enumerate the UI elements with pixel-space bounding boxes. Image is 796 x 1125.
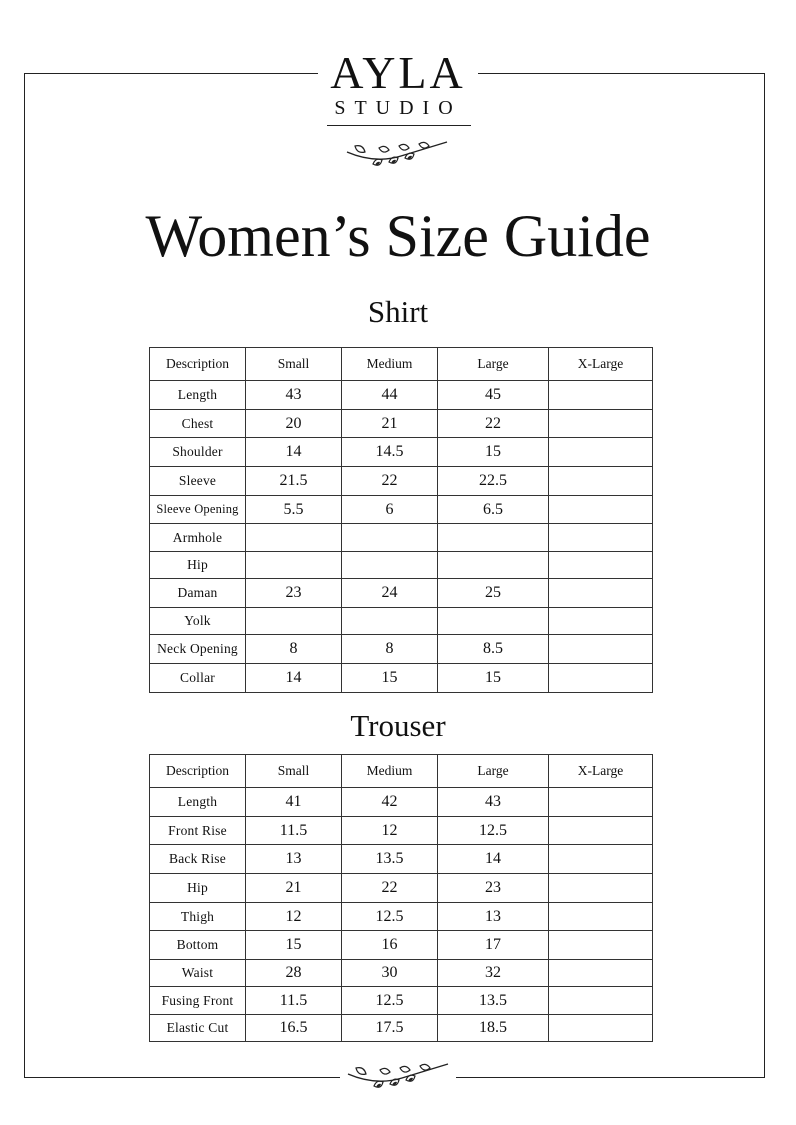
size-value: 43: [246, 381, 342, 410]
row-label: Sleeve Opening: [150, 496, 246, 524]
row-label: Chest: [150, 410, 246, 438]
table-row: [150, 903, 653, 931]
size-value: 42: [342, 788, 438, 817]
size-value: 15: [438, 664, 549, 693]
size-value: [549, 524, 653, 552]
size-value: [549, 903, 653, 931]
row-label: Length: [150, 788, 246, 817]
size-value: 21.5: [246, 467, 342, 496]
table-row: [150, 496, 653, 524]
column-header: Medium: [342, 755, 438, 788]
size-value: 13.5: [438, 987, 549, 1015]
trouser-size-table: [149, 754, 653, 1042]
size-value: 41: [246, 788, 342, 817]
table-row: [150, 874, 653, 903]
size-value: 45: [438, 381, 549, 410]
size-value: 25: [438, 579, 549, 608]
size-value: [438, 524, 549, 552]
table-row: [150, 845, 653, 874]
size-value: [342, 608, 438, 635]
column-header: X-Large: [549, 755, 653, 788]
size-value: 12: [342, 817, 438, 845]
table-row: [150, 960, 653, 987]
size-value: [549, 664, 653, 693]
column-header: Medium: [342, 348, 438, 381]
size-value: 8: [342, 635, 438, 664]
size-value: 5.5: [246, 496, 342, 524]
shirt-size-table: [149, 347, 653, 693]
size-value: 16.5: [246, 1015, 342, 1042]
size-value: [549, 987, 653, 1015]
size-value: 28: [246, 960, 342, 987]
size-value: 15: [342, 664, 438, 693]
row-label: Daman: [150, 579, 246, 608]
size-value: 20: [246, 410, 342, 438]
size-value: 12.5: [342, 903, 438, 931]
row-label: Hip: [150, 552, 246, 579]
size-value: 12.5: [438, 817, 549, 845]
leaf-vine-icon: [346, 1060, 450, 1096]
row-label: Bottom: [150, 931, 246, 960]
column-header: Large: [438, 755, 549, 788]
size-value: 21: [342, 410, 438, 438]
row-label: Back Rise: [150, 845, 246, 874]
size-value: [549, 608, 653, 635]
size-value: 13.5: [342, 845, 438, 874]
page-title: Women’s Size Guide: [145, 203, 651, 269]
column-header: X-Large: [549, 348, 653, 381]
size-value: [438, 608, 549, 635]
size-value: [438, 552, 549, 579]
column-header: Description: [150, 348, 246, 381]
row-label: Collar: [150, 664, 246, 693]
size-value: 11.5: [246, 987, 342, 1015]
size-value: 23: [438, 874, 549, 903]
size-value: 17: [438, 931, 549, 960]
table-header-row: [150, 755, 653, 788]
table-row: [150, 552, 653, 579]
brand-logo-subtitle: STUDIO: [334, 97, 462, 119]
table-row: [150, 788, 653, 817]
size-value: [549, 410, 653, 438]
table-row: [150, 664, 653, 693]
size-value: [549, 635, 653, 664]
size-value: [549, 788, 653, 817]
table-header-row: [150, 348, 653, 381]
brand-logo-name: AYLA: [330, 47, 466, 98]
size-value: [549, 381, 653, 410]
size-value: [549, 874, 653, 903]
size-value: 16: [342, 931, 438, 960]
size-value: 14: [438, 845, 549, 874]
column-header: Description: [150, 755, 246, 788]
size-value: [549, 496, 653, 524]
table-row: [150, 410, 653, 438]
table-row: [150, 817, 653, 845]
size-value: [549, 1015, 653, 1042]
table-row: [150, 381, 653, 410]
row-label: Waist: [150, 960, 246, 987]
size-value: 14: [246, 664, 342, 693]
size-value: [549, 960, 653, 987]
size-value: 14: [246, 438, 342, 467]
size-value: 24: [342, 579, 438, 608]
table-row: [150, 524, 653, 552]
size-value: [549, 467, 653, 496]
trouser-section-title: Trouser: [350, 708, 446, 743]
size-value: [342, 524, 438, 552]
row-label: Hip: [150, 874, 246, 903]
size-value: 22: [438, 410, 549, 438]
size-value: 18.5: [438, 1015, 549, 1042]
size-value: [246, 552, 342, 579]
size-value: 17.5: [342, 1015, 438, 1042]
row-label: Elastic Cut: [150, 1015, 246, 1042]
size-value: 32: [438, 960, 549, 987]
size-value: [549, 552, 653, 579]
size-value: 43: [438, 788, 549, 817]
row-label: Yolk: [150, 608, 246, 635]
size-value: 30: [342, 960, 438, 987]
size-value: 8.5: [438, 635, 549, 664]
size-value: [549, 931, 653, 960]
table-row: [150, 987, 653, 1015]
size-value: 23: [246, 579, 342, 608]
table-row: [150, 438, 653, 467]
brand-divider: [327, 125, 471, 126]
size-value: [549, 579, 653, 608]
row-label: Front Rise: [150, 817, 246, 845]
row-label: Thigh: [150, 903, 246, 931]
size-value: 12.5: [342, 987, 438, 1015]
size-value: 11.5: [246, 817, 342, 845]
size-value: [549, 438, 653, 467]
size-value: [246, 524, 342, 552]
table-row: [150, 635, 653, 664]
size-value: [246, 608, 342, 635]
size-value: 15: [246, 931, 342, 960]
row-label: Shoulder: [150, 438, 246, 467]
row-label: Sleeve: [150, 467, 246, 496]
size-value: [549, 845, 653, 874]
size-value: 22.5: [438, 467, 549, 496]
size-value: 15: [438, 438, 549, 467]
size-value: 12: [246, 903, 342, 931]
column-header: Large: [438, 348, 549, 381]
size-value: 13: [438, 903, 549, 931]
table-row: [150, 1015, 653, 1042]
table-row: [150, 579, 653, 608]
size-value: [549, 817, 653, 845]
size-value: 14.5: [342, 438, 438, 467]
row-label: Length: [150, 381, 246, 410]
size-value: 6: [342, 496, 438, 524]
column-header: Small: [246, 755, 342, 788]
size-value: 44: [342, 381, 438, 410]
table-row: [150, 467, 653, 496]
size-value: 13: [246, 845, 342, 874]
row-label: Neck Opening: [150, 635, 246, 664]
table-row: [150, 931, 653, 960]
size-value: 6.5: [438, 496, 549, 524]
shirt-section-title: Shirt: [367, 294, 429, 329]
table-row: [150, 608, 653, 635]
size-value: 22: [342, 467, 438, 496]
leaf-vine-icon: [345, 138, 449, 174]
row-label: Fusing Front: [150, 987, 246, 1015]
size-value: 21: [246, 874, 342, 903]
size-value: 8: [246, 635, 342, 664]
size-value: 22: [342, 874, 438, 903]
size-value: [342, 552, 438, 579]
column-header: Small: [246, 348, 342, 381]
row-label: Armhole: [150, 524, 246, 552]
